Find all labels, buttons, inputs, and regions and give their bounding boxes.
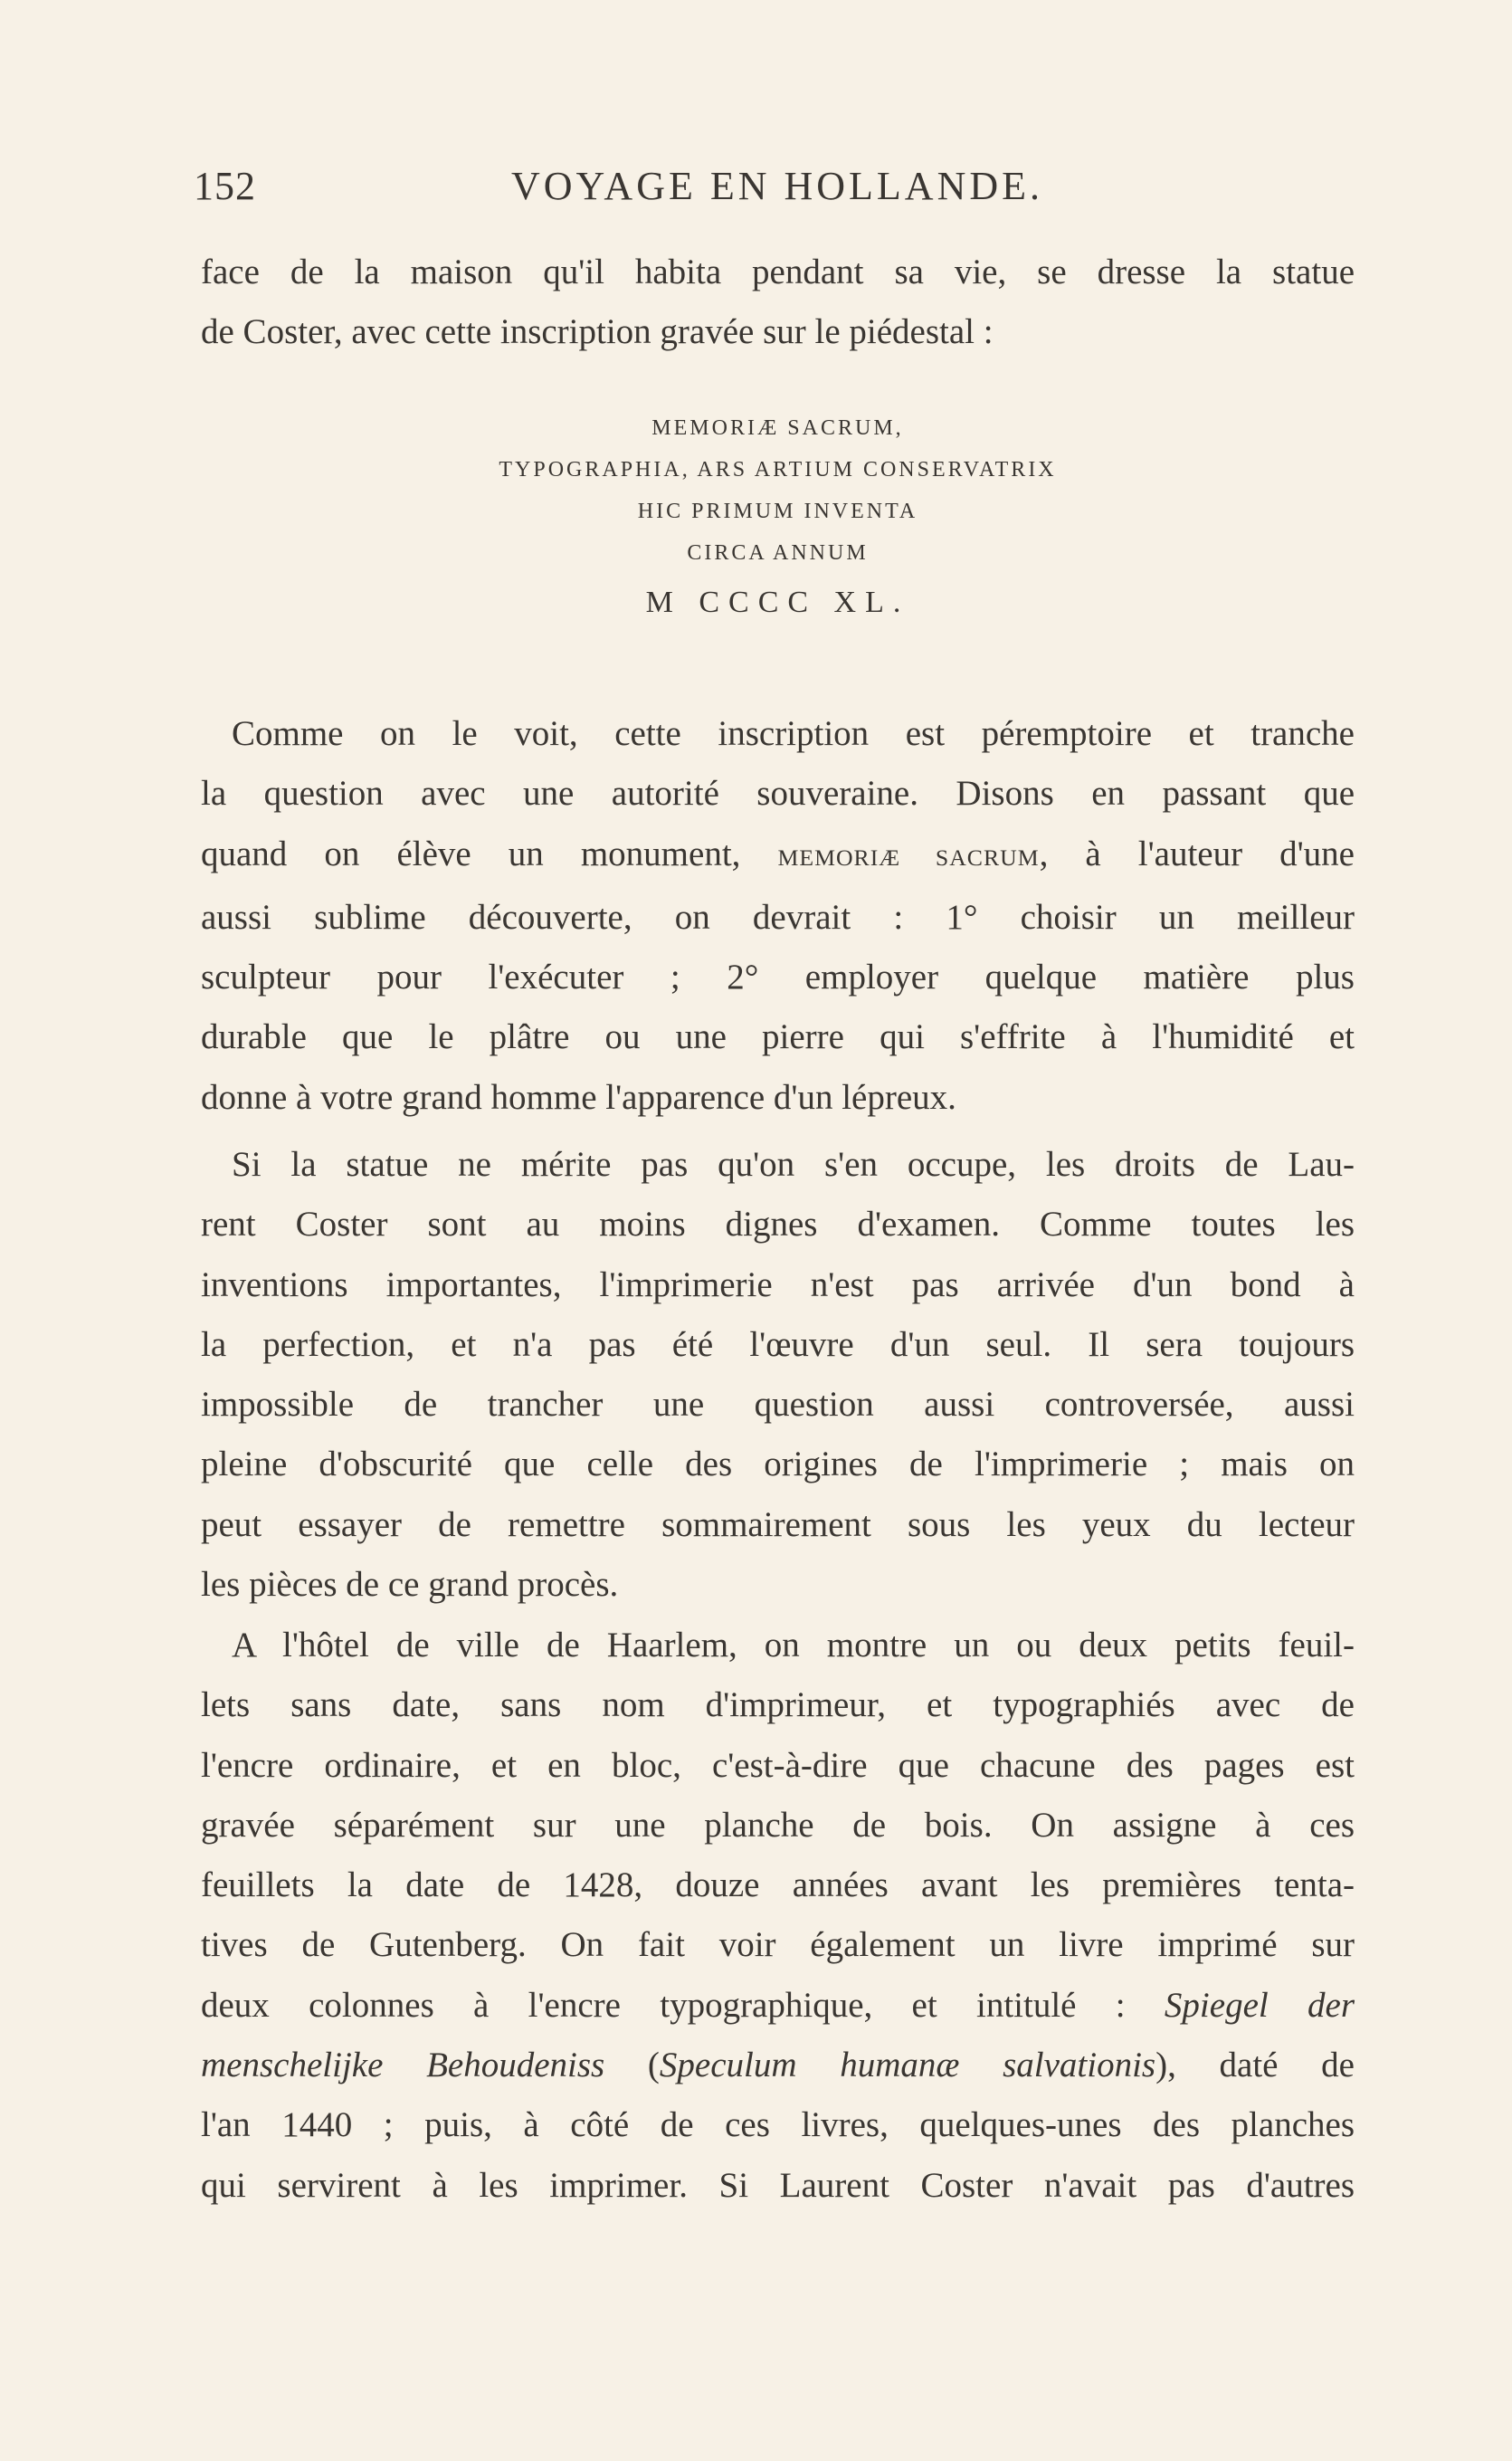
text-line: Si la statue ne mérite pas qu'on s'en occupe, les droits de Lau- (232, 1145, 1355, 1184)
text-line: Comme on le voit, cette inscription est péremptoire et tranche (232, 714, 1355, 753)
text-line: inventions importantes, l'imprimerie n'est pas arrivée d'un bond à (201, 1264, 1355, 1304)
inscription-line: CIRCA ANNUM (687, 541, 869, 565)
text-line: feuillets la date de 1428, douze années avant les premières tenta- (201, 1865, 1355, 1905)
paragraph-3 (201, 1616, 1355, 2216)
text-line: donne à votre grand homme l'apparence d'un lépreux. (201, 1077, 956, 1117)
text-line: tives de Gutenberg. On fait voir également un livre imprimé sur (201, 1925, 1355, 1965)
text-line: peut essayer de remettre sommairement sous les yeux du lecteur (201, 1504, 1355, 1544)
inscription-line: TYPOGRAPHIA, ARS ARTIUM CONSERVATRIX (499, 458, 1057, 482)
intro-text (201, 243, 1355, 363)
italic-title: menschelijke Behoudeniss (201, 2046, 605, 2085)
inscription-line: M CCCC XL. (645, 586, 910, 619)
text-line: sculpteur pour l'exécuter ; 2° employer quelque matière plus (201, 958, 1355, 997)
inscription-line: MEMORIÆ SACRUM, (651, 416, 904, 440)
inscription (201, 407, 1355, 632)
text-line: la question avec une autorité souveraine. Disons en passant que (201, 774, 1355, 814)
text-run: deux colonnes à l'encre typographique, et intitulé : (201, 1985, 1165, 2025)
text-line: durable que le plâtre ou une pierre qui s'effrite à l'humidité et (201, 1017, 1355, 1057)
text-run: ( (604, 2046, 660, 2085)
italic-title: Spiegel der (1164, 1985, 1355, 2025)
text-line: gravée séparément sur une planche de bois. On assigne à ces (201, 1805, 1355, 1845)
text-line (201, 825, 1355, 888)
paragraph-1 (201, 704, 1355, 1128)
page-number: 152 (194, 164, 256, 208)
text-line (201, 1976, 1355, 2036)
text-line: lets sans date, sans nom d'imprimeur, et typographiés avec de (201, 1685, 1355, 1725)
small-caps-text: MEMORIÆ SACRUM (777, 844, 1040, 871)
text-line: face de la maison qu'il habita pendant sa vie, se dresse la statue (201, 253, 1355, 291)
paragraph-2 (201, 1135, 1355, 1615)
text-run: quand on élève un monument, (201, 834, 778, 873)
text-line (201, 2036, 1355, 2095)
text-line: A l'hôtel de ville de Haarlem, on montre un ou deux petits feuil- (232, 1626, 1355, 1665)
italic-title: Speculum humanæ salvationis (659, 2046, 1156, 2085)
running-header (194, 163, 1361, 217)
text-line: aussi sublime découverte, on devrait : 1° choisir un meilleur (201, 897, 1355, 937)
inscription-line: HIC PRIMUM INVENTA (637, 500, 918, 523)
text-line: pleine d'obscurité que celle des origines de l'imprimerie ; mais on (201, 1445, 1355, 1484)
text-line: la perfection, et n'a pas été l'œuvre d'un seul. Il sera toujours (201, 1324, 1355, 1364)
running-title: VOYAGE EN HOLLANDE. (510, 164, 1044, 208)
text-line: impossible de trancher une question aussi controversée, aussi (201, 1385, 1355, 1425)
text-run: , à l'auteur d'une (1039, 834, 1355, 873)
text-line: rent Coster sont au moins dignes d'examen. Comme toutes les (201, 1205, 1355, 1245)
text-line: l'encre ordinaire, et en bloc, c'est-à-dire que chacune des pages est (201, 1745, 1355, 1785)
text-line: de Coster, avec cette inscription gravée sur le piédestal : (201, 312, 994, 352)
text-line: l'an 1440 ; puis, à côté de ces livres, quelques-unes des planches (201, 2105, 1355, 2145)
text-line: les pièces de ce grand procès. (201, 1565, 619, 1605)
text-run: ), daté de (1155, 2046, 1355, 2085)
text-line: qui servirent à les imprimer. Si Laurent Coster n'avait pas d'autres (201, 2165, 1355, 2205)
